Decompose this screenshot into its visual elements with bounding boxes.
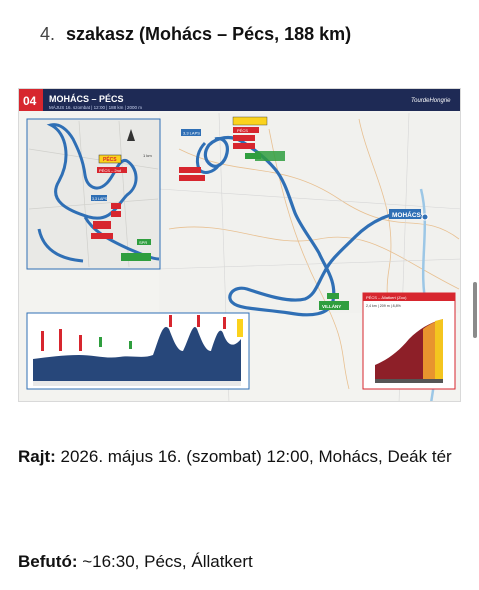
start-label: Rajt: (18, 447, 56, 466)
map-banner-title: MOHÁCS – PÉCS (49, 94, 124, 104)
map-laps-label: 3,3 LAPS (183, 130, 200, 136)
mohacs-label: MOHÁCS (392, 212, 421, 219)
start-text: 2026. május 16. (szombat) 12:00, Mohács, Deák tér (55, 447, 452, 466)
sprint-marker: SPR (139, 240, 148, 245)
finish-label: Befutó: (18, 552, 78, 571)
climb-stats: 2,4 km | 209 m | 8,8% (366, 304, 401, 308)
inset-second-label: PÉCS – 2nd (99, 168, 122, 173)
scrollbar-thumb[interactable] (473, 282, 477, 338)
brand-logo: TourdeHongrie (411, 98, 451, 104)
pecs-map-label: PÉCS (237, 128, 248, 133)
finish-text: ~16:30, Pécs, Állatkert (77, 552, 253, 571)
finish-info (18, 545, 463, 579)
stage-title: szakasz (Mohács – Pécs, 188 km) (66, 24, 352, 44)
stage-map-graphic (19, 89, 461, 402)
stage-heading (40, 22, 351, 46)
inset-finish-label: PÉCS (103, 157, 117, 163)
stage-badge-text: 04 (23, 94, 37, 108)
villany-label: VILLÁNY (322, 304, 342, 309)
start-info (18, 440, 463, 474)
inset-laps-label: 3,3 LAPS (92, 197, 108, 201)
stage-number: 4. (40, 24, 56, 44)
climb-title: PÉCS – Állatkert (Zoo) (366, 295, 407, 300)
map-banner-subtitle: MÁJUS 16. szombat | 12:00 | 188 km | 2000 m (49, 105, 143, 110)
stage-map-image[interactable] (18, 88, 461, 402)
scale-label: 1 km (143, 153, 152, 158)
